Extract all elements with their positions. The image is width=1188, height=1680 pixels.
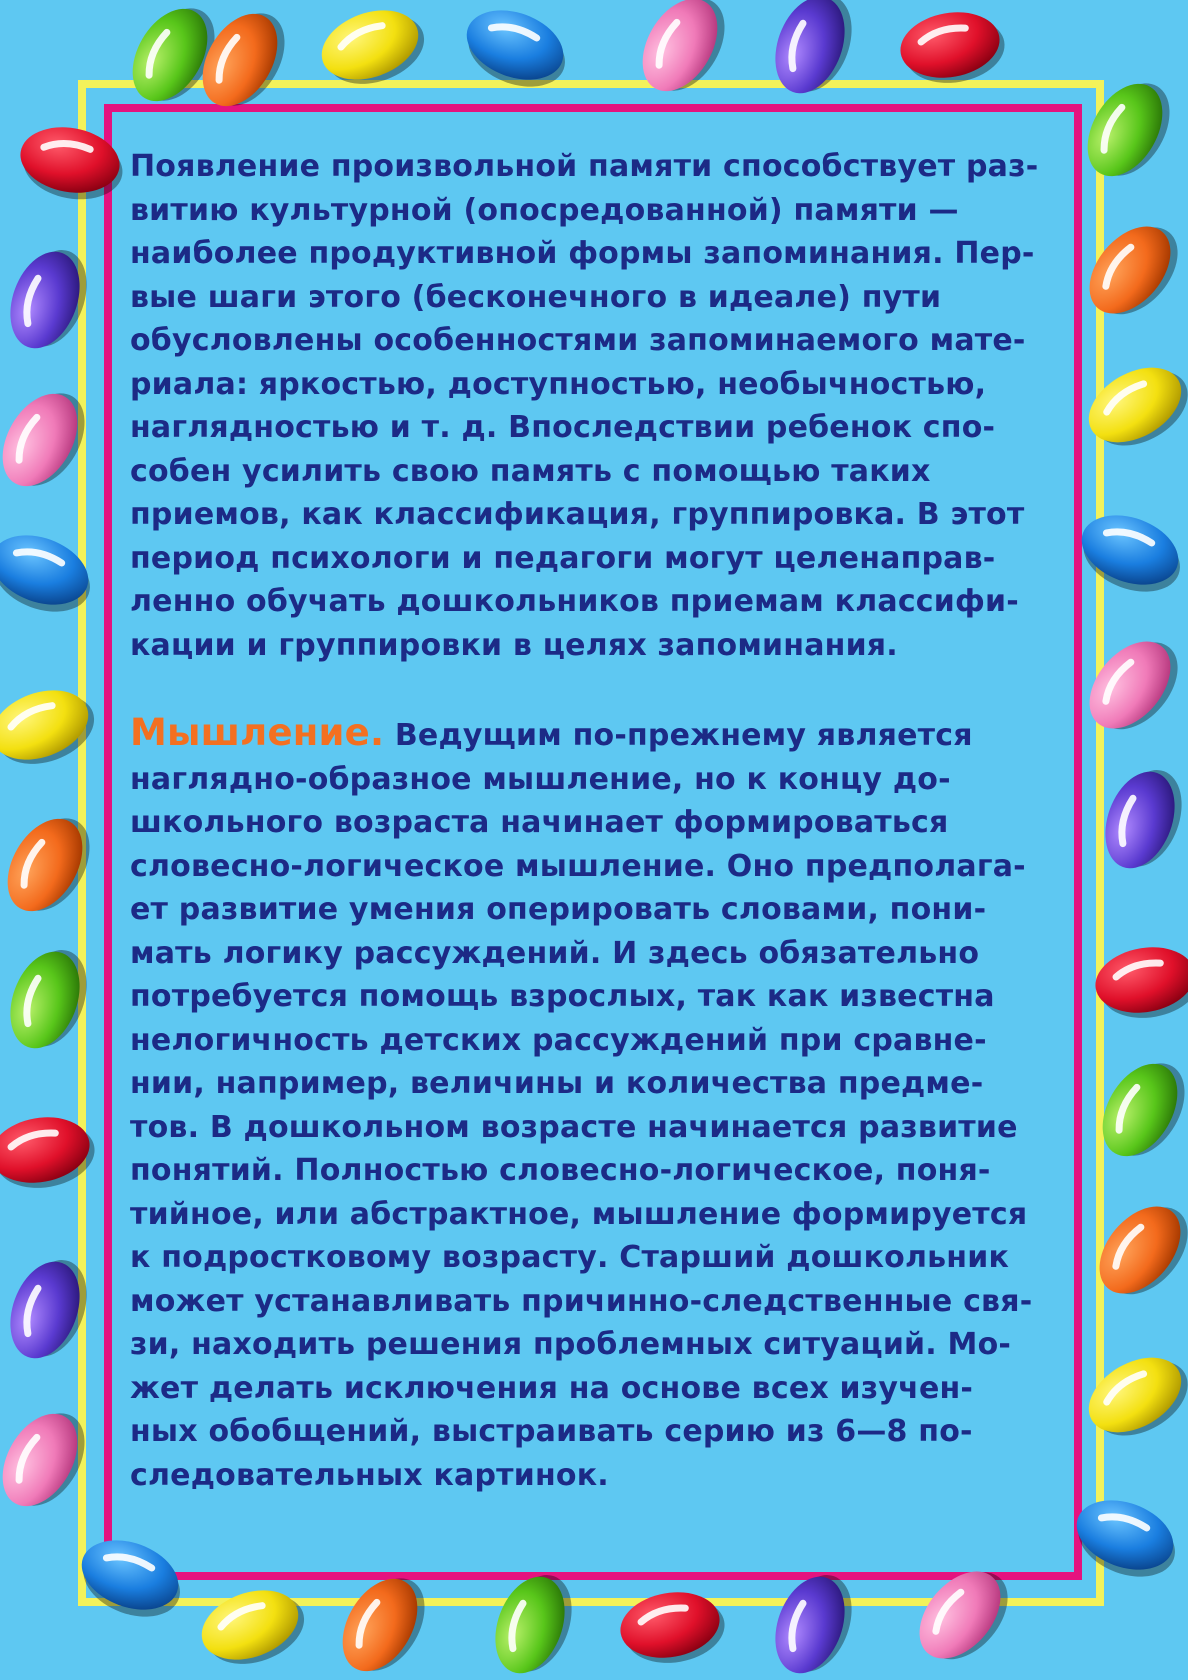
jelly-bean-icon [1083, 1188, 1188, 1313]
jelly-bean-icon [70, 1528, 192, 1629]
jelly-bean-icon [312, 0, 434, 98]
jelly-bean-icon [0, 938, 99, 1060]
jelly-bean-icon [627, 0, 740, 107]
jelly-bean-icon [1076, 350, 1188, 463]
jelly-bean-icon [1090, 939, 1188, 1026]
jelly-bean-icon [0, 802, 105, 927]
thinking-paragraph [130, 711, 1060, 1497]
jelly-bean-icon [1093, 758, 1188, 880]
jelly-bean-icon [192, 1576, 314, 1677]
text-panel [130, 145, 1060, 1497]
jelly-bean-icon [1073, 623, 1188, 748]
jelly-bean-icon [0, 523, 102, 624]
jelly-bean-icon [615, 1584, 730, 1671]
jelly-bean-icon [0, 1109, 100, 1196]
jelly-bean-icon [0, 238, 99, 360]
jelly-bean-icon [0, 1248, 99, 1370]
jelly-bean-icon [0, 377, 100, 502]
jelly-bean-icon [895, 4, 1010, 91]
jelly-bean-icon [1087, 1047, 1188, 1172]
jelly-bean-icon [1065, 1488, 1187, 1589]
jelly-bean-icon [1076, 1340, 1188, 1453]
jelly-bean-icon [0, 676, 104, 777]
jelly-bean-icon [327, 1562, 440, 1680]
jelly-bean-icon [1072, 67, 1185, 192]
jelly-bean-icon [455, 0, 577, 99]
jelly-bean-icon [763, 1563, 864, 1680]
jelly-bean-icon [483, 1563, 584, 1680]
thinking-body: Ведущим по-прежнему является наглядно-образное мышление, но к концу до- школьного возраста начинает формироваться словесно-логическое мышление. Оно предполага- ет развитие умения оперировать словами, пони- мать логику рассуждений. И здесь обязательно потребуется помощь взрослых, так как известна нелогичность детских рассуждений при сравне- нии, например, величины и количества предме- тов. В дошкольном возрасте начинается развитие понятий. Полностью словесно-логическое, поня- тийное, или абстрактное, мышление формируется к подростковому возрасту. Старший дошкольник может устанавливать причинно-следственные свя- зи, находить решения проблемных ситуаций. Мо- жет делать исключения на основе всех изучен- ных обобщений, выстраивать серию из 6—8 по- следовательных картинок. [130, 718, 1033, 1493]
jelly-bean-icon [763, 0, 864, 105]
jelly-bean-icon [14, 120, 129, 207]
thinking-heading: Мышление. [130, 711, 385, 754]
jelly-bean-icon [1070, 503, 1188, 604]
jelly-bean-icon [1073, 208, 1188, 333]
jelly-bean-icon [903, 1553, 1023, 1678]
jelly-bean-icon [0, 1397, 100, 1522]
memory-paragraph: Появление произвольной памяти способствует раз- витию культурной (опосредованной) памяти — наиболее продуктивной формы запоминания. Пер- вые шаги этого (бесконечного в идеале) пути обусловлены особенностями запоминаемого мате- риала: яркостью, доступностью, необычностью, наглядностью и т. д. Впоследствии ребенок спо- собен усилить свою память с помощью таких приемов, как классификация, группировка. В этот период психологи и педагоги могут целенаправ- ленно обучать дошкольников приемам классифи- кации и группировки в целях запоминания. [130, 149, 1039, 663]
